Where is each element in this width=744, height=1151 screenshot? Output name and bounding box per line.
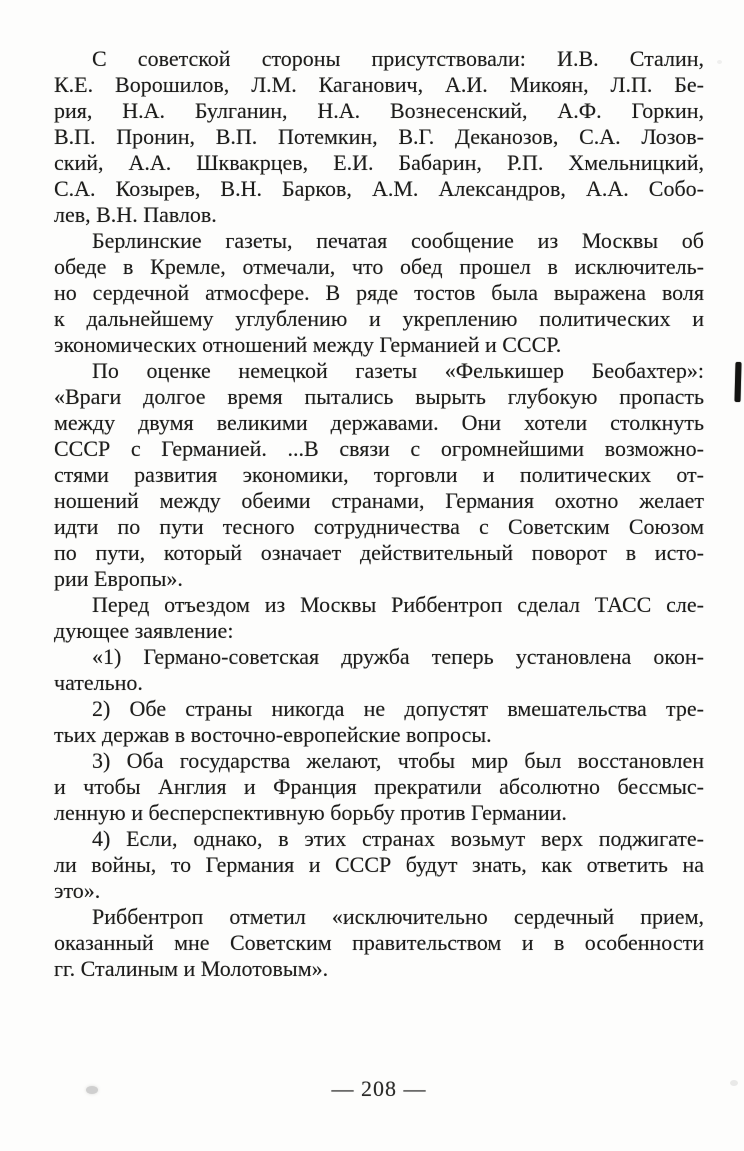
text-line: ли войны, то Германия и СССР будут знать, как ответить на (54, 852, 704, 877)
text-line: и чтобы Англия и Франция прекратили абсолютно бессмыс- (54, 774, 704, 799)
paragraph (54, 748, 704, 826)
scan-speck (717, 60, 722, 64)
text-block (54, 46, 704, 982)
text-line: к дальнейшему углублению и укреплению политических и (54, 306, 704, 331)
text-line: СССР с Германией. ...В связи с огромнейшими возможно- (54, 436, 704, 461)
text-line: экономических отношений между Германией и СССР. (54, 332, 562, 357)
text-line: «1) Германо-советская дружба теперь установлена окон- (92, 644, 704, 669)
scan-ink-mark (734, 362, 741, 402)
text-line: это». (54, 878, 101, 903)
text-line: дующее заявление: (54, 618, 234, 643)
text-line: между двумя великими державами. Они хотели столкнуть (54, 410, 704, 435)
page-number: — 208 — (331, 1076, 427, 1101)
text-line: Берлинские газеты, печатая сообщение из Москвы об (92, 228, 704, 253)
text-line: С.А. Козырев, В.Н. Барков, А.М. Александров, А.А. Собо- (54, 176, 704, 201)
paragraph (54, 592, 704, 644)
paragraph (54, 696, 704, 748)
text-line: С советской стороны присутствовали: И.В. Сталин, (92, 46, 704, 71)
scan-speck (86, 1086, 98, 1094)
text-line: гг. Сталиным и Молотовым». (54, 956, 329, 981)
text-line: стями развития экономики, торговли и политических от- (54, 462, 704, 487)
text-line: Перед отъездом из Москвы Риббентроп сделал ТАСС сле- (92, 592, 704, 617)
paragraph (54, 46, 704, 228)
text-line: ский, А.А. Шквакрцев, Е.И. Бабарин, Р.П. Хмельницкий, (54, 150, 704, 175)
text-line: лев, В.Н. Павлов. (54, 202, 217, 227)
text-line: 2) Обе страны никогда не допустят вмешательства тре- (92, 696, 704, 721)
paragraph (54, 358, 704, 592)
text-line: В.П. Пронин, В.П. Потемкин, В.Г. Деканозов, С.А. Лозов- (54, 124, 704, 149)
paragraph (54, 826, 704, 904)
scan-speck (730, 1080, 738, 1086)
text-line: рия, Н.А. Булганин, Н.А. Вознесенский, А.Ф. Горкин, (54, 98, 704, 123)
text-line: ленную и бесперспективную борьбу против Германии. (54, 800, 567, 825)
text-line: чательно. (54, 670, 143, 695)
text-line: рии Европы». (54, 566, 183, 591)
text-line: но сердечной атмосфере. В ряде тостов была выражена воля (54, 280, 704, 305)
text-line: По оценке немецкой газеты «Фелькишер Беобахтер»: (92, 358, 704, 383)
paragraph (54, 644, 704, 696)
text-line: 4) Если, однако, в этих странах возьмут верх поджигате- (92, 826, 704, 851)
paragraph (54, 228, 704, 358)
text-line: ношений между обеими странами, Германия охотно желает (54, 488, 704, 513)
text-line: по пути, который означает действительный поворот в исто- (54, 540, 704, 565)
text-line: Риббентроп отметил «исключительно сердечный прием, (92, 904, 704, 929)
text-line: оказанный мне Советским правительством и в особенности (54, 930, 704, 955)
text-line: К.Е. Ворошилов, Л.М. Каганович, А.И. Микоян, Л.П. Бе- (54, 72, 704, 97)
paragraph (54, 904, 704, 982)
text-line: 3) Оба государства желают, чтобы мир был восстановлен (92, 748, 704, 773)
text-line: идти по пути тесного сотрудничества с Советским Союзом (54, 514, 704, 539)
text-line: «Враги долгое время пытались вырыть глубокую пропасть (54, 384, 704, 409)
text-line: обеде в Кремле, отмечали, что обед прошел в исключитель- (54, 254, 704, 279)
text-line: тьих держав в восточно-европейские вопросы. (54, 722, 492, 747)
